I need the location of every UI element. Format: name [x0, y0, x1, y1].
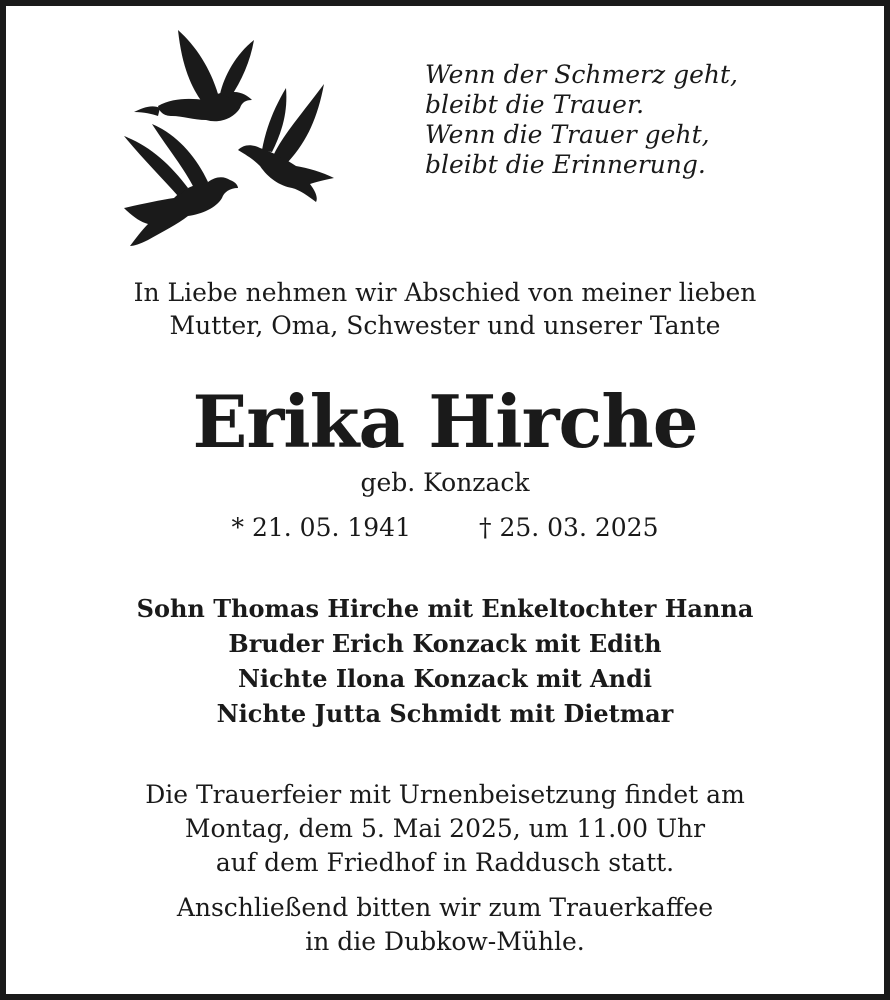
poem-line: Wenn die Trauer geht, [425, 120, 710, 149]
service-line: auf dem Friedhof in Raddusch statt. [215, 848, 675, 877]
death-date: † 25. 03. 2025 [479, 513, 659, 542]
doves-icon [112, 28, 344, 250]
mourner-line: Bruder Erich Konzack mit Edith [228, 629, 662, 658]
poem [425, 60, 738, 180]
mourners-list [0, 591, 890, 731]
mourner-line: Nichte Jutta Schmidt mit Dietmar [216, 699, 674, 728]
poem-line: Wenn der Schmerz geht, [425, 60, 738, 89]
service-line: Die Trauerfeier mit Urnenbeisetzung findet am [145, 780, 745, 809]
reception-line: Anschließend bitten wir zum Trauerkaffee [176, 893, 714, 922]
dove-left-icon [124, 124, 238, 246]
deceased-name: Erika Hirche [192, 379, 698, 464]
mourner-line: Nichte Ilona Konzack mit Andi [237, 664, 653, 693]
reception-line: in die Dubkow-Mühle. [305, 927, 585, 956]
funeral-service-info [0, 778, 890, 880]
poem-line: bleibt die Trauer. [425, 90, 645, 119]
intro-line: Mutter, Oma, Schwester und unserer Tante [169, 311, 721, 340]
reception-info [0, 891, 890, 959]
maiden-name: geb. Konzack [360, 468, 530, 497]
poem-line: bleibt die Erinnerung. [425, 150, 706, 179]
life-dates [0, 511, 890, 545]
mourner-line: Sohn Thomas Hirche mit Enkeltochter Hanna [136, 594, 754, 623]
dove-top-icon [134, 30, 254, 121]
service-line: Montag, dem 5. Mai 2025, um 11.00 Uhr [184, 814, 706, 843]
intro-line: In Liebe nehmen wir Abschied von meiner lieben [133, 278, 757, 307]
birth-date: * 21. 05. 1941 [231, 513, 411, 542]
intro-text [0, 276, 890, 342]
dove-right-icon [238, 84, 334, 202]
